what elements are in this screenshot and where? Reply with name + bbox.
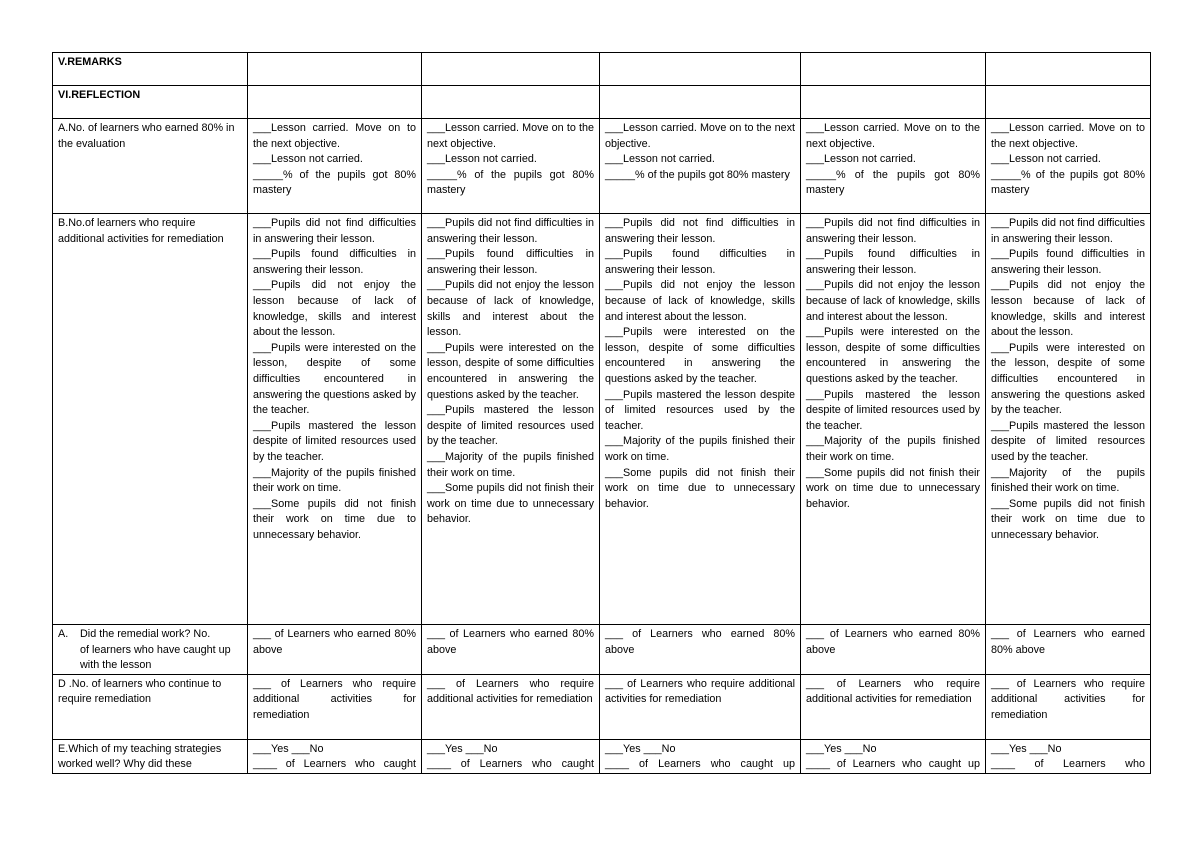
lesson-not-carried-option: ___Lesson not carried. — [605, 153, 715, 166]
teaching-strategies-cell — [986, 739, 1151, 773]
did-not-finish-option: ___Some pupils did not finish their work on time due to unnecessary behavior. — [253, 497, 416, 541]
mastery-percent-option: _____% of the pupils got 80% mastery — [253, 168, 416, 197]
no-difficulties-option: ___Pupils did not find difficulties in answering their lesson. — [806, 217, 980, 245]
evaluation-label: A.No. of learners who earned 80% in the evaluation — [53, 119, 248, 214]
lesson-carried-option: ___Lesson carried. Move on to the next objective. — [253, 122, 416, 150]
remedial-work-label-line1: Did the remedial work? No. — [80, 628, 211, 640]
teaching-strategies-cell — [600, 739, 801, 773]
yes-no-option: ___Yes ___No — [991, 742, 1062, 755]
lesson-carried-option: ___Lesson carried. Move on to the next objective. — [991, 122, 1145, 150]
reflection-cell[interactable] — [248, 86, 422, 119]
mastered-option: ___Pupils mastered the lesson despite of limited resources used by the teacher. — [253, 419, 416, 463]
interested-option: ___Pupils were interested on the lesson, despite of some difficulties encountered in answering the questions asked by the teacher. — [605, 326, 795, 385]
yes-no-option: ___Yes ___No — [427, 742, 498, 755]
caught-up-count: ____ of Learners who caught — [427, 758, 594, 771]
remedial-work-cell: ___ of Learners who earned 80% above — [248, 625, 422, 675]
finished-on-time-option: ___Majority of the pupils finished their work on time. — [605, 435, 795, 463]
finished-on-time-option: ___Majority of the pupils finished their work on time. — [806, 435, 980, 463]
remedial-work-cell: ___ of Learners who earned 80% above — [600, 625, 801, 675]
remedial-work-cell: ___ of Learners who earned 80% above — [986, 625, 1151, 675]
caught-up-count: ____ of Learners who caught up — [605, 758, 795, 771]
continue-remediation-cell: ___ of Learners who require additional activities for remediation — [600, 674, 801, 739]
evaluation-cell — [801, 119, 986, 214]
evaluation-cell — [600, 119, 801, 214]
interested-option: ___Pupils were interested on the lesson, despite of some difficulties encountered in answering the questions asked by the teacher. — [991, 341, 1145, 417]
teaching-strategies-cell — [422, 739, 600, 773]
interested-option: ___Pupils were interested on the lesson, despite of some difficulties encountered in answering the questions asked by the teacher. — [253, 341, 416, 417]
lesson-not-carried-option: ___Lesson not carried. — [253, 153, 363, 166]
remarks-cell[interactable] — [600, 53, 801, 86]
teaching-strategies-row — [53, 739, 1151, 773]
finished-on-time-option: ___Majority of the pupils finished their work on time. — [427, 450, 594, 479]
found-difficulties-option: ___Pupils found difficulties in answering their lesson. — [605, 248, 795, 276]
caught-up-count: ____ of Learners who caught — [253, 758, 416, 771]
did-not-finish-option: ___Some pupils did not finish their work on time due to unnecessary behavior. — [427, 482, 594, 526]
remediation-activities-row — [53, 214, 1151, 625]
yes-no-option: ___Yes ___No — [605, 742, 676, 755]
did-not-enjoy-option: ___Pupils did not enjoy the lesson because of lack of knowledge, skills and interest about the lesson. — [253, 279, 416, 339]
mastery-percent-option: _____% of the pupils got 80% mastery — [806, 168, 980, 197]
continue-remediation-cell: ___ of Learners who require additional activities for remediation — [986, 674, 1151, 739]
evaluation-cell — [248, 119, 422, 214]
evaluation-cell — [986, 119, 1151, 214]
mastery-percent-option: _____% of the pupils got 80% mastery — [605, 168, 790, 181]
remediation-activities-label: B.No.of learners who require additional activities for remediation — [53, 214, 248, 625]
did-not-enjoy-option: ___Pupils did not enjoy the lesson because of lack of knowledge, skills and interest about the lesson. — [991, 279, 1145, 339]
did-not-finish-option: ___Some pupils did not finish their work on time due to unnecessary behavior. — [991, 497, 1145, 541]
remarks-cell[interactable] — [801, 53, 986, 86]
reflection-cell[interactable] — [600, 86, 801, 119]
lesson-not-carried-option: ___Lesson not carried. — [427, 153, 537, 166]
finished-on-time-option: ___Majority of the pupils finished their work on time. — [253, 466, 416, 495]
found-difficulties-option: ___Pupils found difficulties in answering their lesson. — [253, 248, 416, 276]
remarks-row — [53, 53, 1151, 86]
mastery-percent-option: _____% of the pupils got 80% mastery — [991, 168, 1145, 197]
remarks-cell[interactable] — [248, 53, 422, 86]
reflection-cell[interactable] — [422, 86, 600, 119]
remediation-activities-cell — [801, 214, 986, 625]
reflection-row — [53, 86, 1151, 119]
no-difficulties-option: ___Pupils did not find difficulties in answering their lesson. — [253, 217, 416, 245]
remedial-work-label — [53, 625, 248, 675]
mastered-option: ___Pupils mastered the lesson despite of limited resources used by the teacher. — [991, 419, 1145, 463]
continue-remediation-label: D .No. of learners who continue to require remediation — [53, 674, 248, 739]
evaluation-row — [53, 119, 1151, 214]
remedial-work-row — [53, 625, 1151, 675]
remarks-cell[interactable] — [986, 53, 1151, 86]
yes-no-option: ___Yes ___No — [253, 742, 324, 755]
mastered-option: ___Pupils mastered the lesson despite of limited resources used by the teacher. — [427, 404, 594, 448]
interested-option: ___Pupils were interested on the lesson, despite of some difficulties encountered in answering the questions asked by the teacher. — [806, 326, 980, 385]
teaching-strategies-cell — [248, 739, 422, 773]
continue-remediation-cell: ___ of Learners who require additional activities for remediation — [422, 674, 600, 739]
teaching-strategies-cell — [801, 739, 986, 773]
caught-up-count: ____ of Learners who — [991, 758, 1145, 771]
did-not-enjoy-option: ___Pupils did not enjoy the lesson because of lack of knowledge, skills and interest about the lesson. — [605, 279, 795, 323]
no-difficulties-option: ___Pupils did not find difficulties in answering their lesson. — [991, 217, 1145, 245]
remarks-label: V.REMARKS — [53, 53, 248, 86]
no-difficulties-option: ___Pupils did not find difficulties in answering their lesson. — [427, 217, 594, 245]
lesson-carried-option: ___Lesson carried. Move on to the next objective. — [427, 122, 594, 150]
found-difficulties-option: ___Pupils found difficulties in answering their lesson. — [806, 248, 980, 276]
continue-remediation-cell: ___ of Learners who require additional activities for remediation — [248, 674, 422, 739]
found-difficulties-option: ___Pupils found difficulties in answering their lesson. — [991, 248, 1145, 276]
remedial-work-cell: ___ of Learners who earned 80% above — [422, 625, 600, 675]
continue-remediation-cell: ___ of Learners who require additional activities for remediation — [801, 674, 986, 739]
teaching-strategies-label: E.Which of my teaching strategies worked well? Why did these — [53, 739, 248, 773]
remediation-activities-cell — [986, 214, 1151, 625]
lesson-not-carried-option: ___Lesson not carried. — [991, 153, 1101, 166]
lesson-carried-option: ___Lesson carried. Move on to the next objective. — [806, 122, 980, 150]
remedial-work-cell: ___ of Learners who earned 80% above — [801, 625, 986, 675]
mastered-option: ___Pupils mastered the lesson despite of limited resources used by the teacher. — [806, 388, 980, 432]
caught-up-count: ____ of Learners who caught up — [806, 758, 980, 771]
evaluation-cell — [422, 119, 600, 214]
yes-no-option: ___Yes ___No — [806, 742, 877, 755]
did-not-finish-option: ___Some pupils did not finish their work on time due to unnecessary behavior. — [605, 466, 795, 510]
interested-option: ___Pupils were interested on the lesson, despite of some difficulties encountered in answering the questions asked by the teacher. — [427, 341, 594, 401]
remediation-activities-cell — [600, 214, 801, 625]
reflection-cell[interactable] — [801, 86, 986, 119]
did-not-enjoy-option: ___Pupils did not enjoy the lesson because of lack of knowledge, skills and interest about the lesson. — [427, 279, 594, 339]
remediation-activities-cell — [422, 214, 600, 625]
list-number: A. — [58, 628, 69, 640]
remedial-work-label-rest: of learners who have caught up with the lesson — [80, 643, 231, 672]
reflection-table — [52, 52, 1151, 774]
no-difficulties-option: ___Pupils did not find difficulties in answering their lesson. — [605, 217, 795, 245]
remarks-cell[interactable] — [422, 53, 600, 86]
finished-on-time-option: ___Majority of the pupils finished their work on time. — [991, 466, 1145, 495]
lesson-not-carried-option: ___Lesson not carried. — [806, 153, 916, 166]
lesson-carried-option: ___Lesson carried. Move on to the next objective. — [605, 122, 795, 150]
mastered-option: ___Pupils mastered the lesson despite of limited resources used by the teacher. — [605, 388, 795, 432]
reflection-cell[interactable] — [986, 86, 1151, 119]
found-difficulties-option: ___Pupils found difficulties in answering their lesson. — [427, 248, 594, 276]
continue-remediation-row — [53, 674, 1151, 739]
mastery-percent-option: _____% of the pupils got 80% mastery — [427, 168, 594, 197]
did-not-enjoy-option: ___Pupils did not enjoy the lesson because of lack of knowledge, skills and interest about the lesson. — [806, 279, 980, 323]
did-not-finish-option: ___Some pupils did not finish their work on time due to unnecessary behavior. — [806, 466, 980, 510]
remediation-activities-cell — [248, 214, 422, 625]
reflection-label: VI.REFLECTION — [53, 86, 248, 119]
